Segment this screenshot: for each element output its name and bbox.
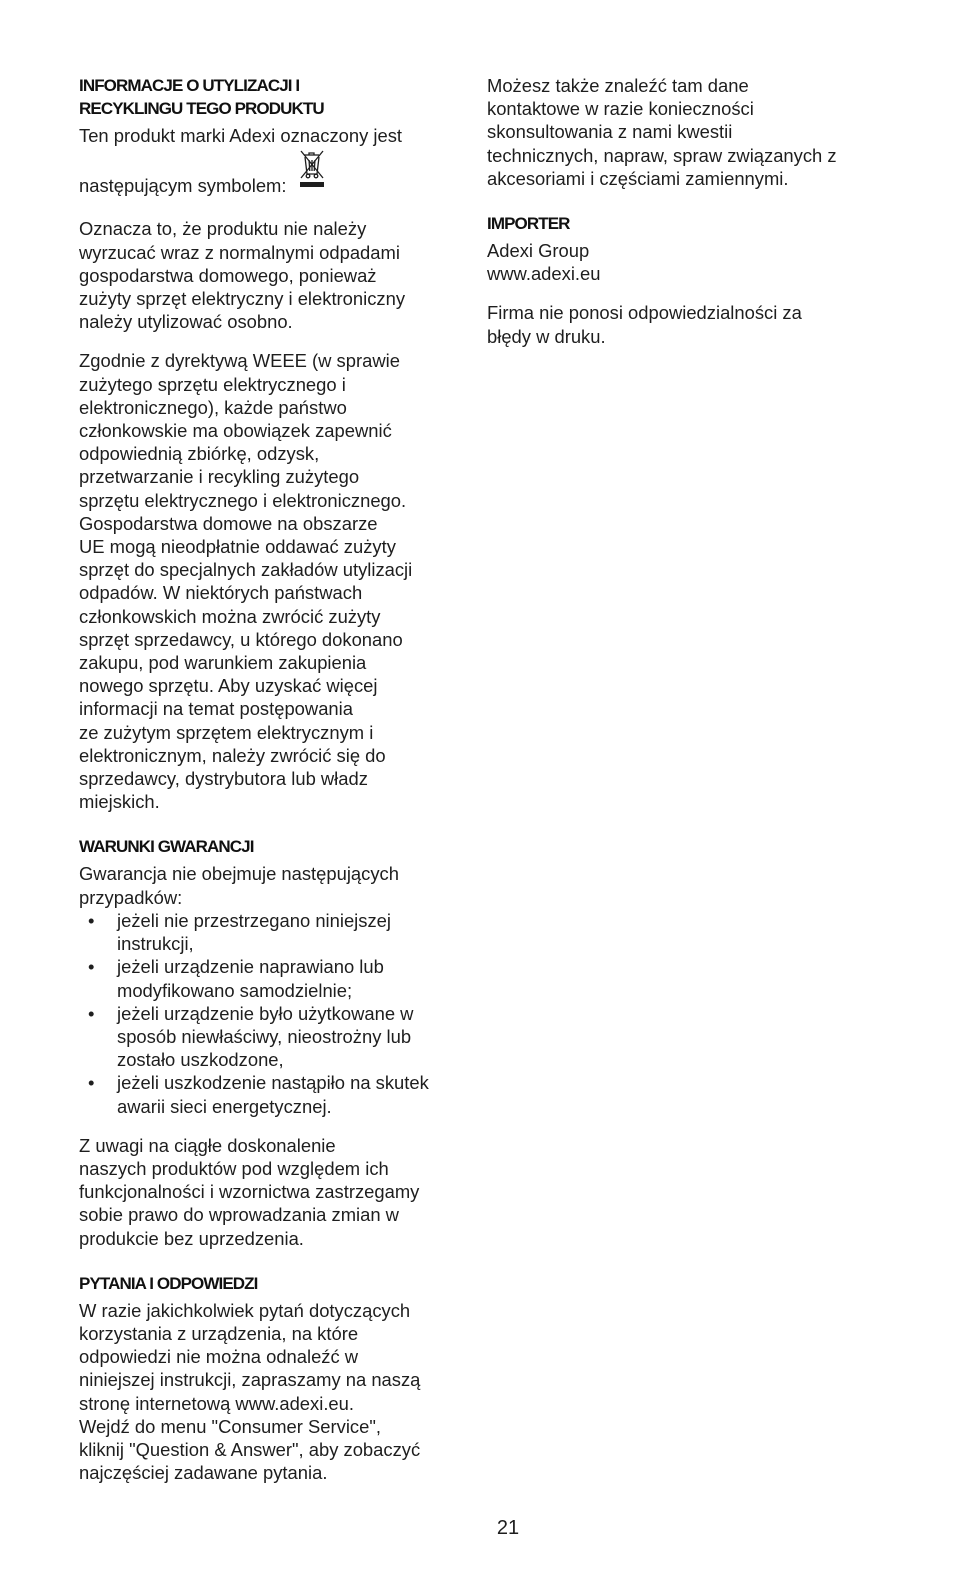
- list-item: [79, 955, 451, 1001]
- text-line: Wejdź do menu "Consumer Service",: [79, 1415, 381, 1437]
- text-line: produkcie bez uprzedzenia.: [79, 1227, 304, 1249]
- text-line: zostało uszkodzone,: [117, 1049, 284, 1071]
- symbol-row: [79, 149, 451, 197]
- text-line: Oznacza to, że produktu nie należy: [79, 218, 367, 240]
- list-item: [79, 1002, 451, 1072]
- bullet-icon: •: [88, 956, 95, 978]
- right-column: [487, 74, 867, 364]
- text-line: błędy w druku.: [487, 325, 606, 347]
- text-line: informacji na temat postępowania: [79, 698, 353, 720]
- text-line: akcesoriami i częściami zamiennymi.: [487, 167, 789, 189]
- text-line: naszych produktów pod względem ich: [79, 1157, 389, 1179]
- bullet-icon: •: [88, 909, 95, 931]
- page-number-container: [0, 1517, 954, 1540]
- text-line: Możesz także znaleźć tam dane: [487, 75, 749, 96]
- text-line: modyfikowano samodzielnie;: [117, 979, 353, 1001]
- text-line: przetwarzanie i recykling zużytego: [79, 466, 360, 488]
- text-line: zakupu, pod warunkiem zakupienia: [79, 652, 367, 674]
- text-line: sprzęt sprzedawcy, u którego dokonano: [79, 628, 403, 650]
- text-line: członkowskie ma obowiązek zapewnić: [79, 420, 392, 442]
- disposal-heading-line: RECYKLINGU TEGO PRODUKTU: [79, 99, 324, 118]
- text-line: elektronicznego), każde państwo: [79, 396, 347, 418]
- text-line: zużyty sprzęt elektryczny i elektroniczny: [79, 288, 406, 310]
- list-item: [79, 909, 451, 955]
- warranty-exclusions-list: [79, 909, 451, 1118]
- text-line: Firma nie ponosi odpowiedzialności za: [487, 302, 802, 324]
- list-item: [79, 1071, 451, 1117]
- text-line: należy utylizować osobno.: [79, 311, 293, 333]
- text-line: zużytego sprzętu elektrycznego i: [79, 373, 346, 395]
- warranty-intro: [79, 862, 451, 908]
- text-line: sprzętu elektrycznego i elektronicznego.: [79, 489, 407, 511]
- left-column: [79, 74, 451, 1500]
- text-line: instrukcji,: [117, 933, 194, 955]
- importer-details: [487, 239, 867, 285]
- text-line: niniejszej instrukcji, zapraszamy na naszą: [79, 1369, 421, 1391]
- importer-heading: IMPORTER: [487, 214, 570, 234]
- importer-website: www.adexi.eu: [487, 263, 601, 285]
- text-line: sobie prawo do wprowadzania zmian w: [79, 1204, 399, 1226]
- page-number: 21: [496, 1517, 520, 1539]
- text-line: odpadów. W niektórych państwach: [79, 582, 363, 604]
- text-line: jeżeli nie przestrzegano niniejszej: [117, 909, 391, 931]
- crossed-out-wheelie-bin-icon: [299, 149, 325, 194]
- disposal-heading: [79, 74, 451, 120]
- warranty-paragraph: [79, 1134, 451, 1250]
- text-line: skonsultowania z nami kwestii: [487, 121, 733, 143]
- text-line: sposób niewłaściwy, nieostrożny lub: [117, 1025, 412, 1047]
- text-line: miejskich.: [79, 791, 160, 813]
- text-line: ze zużytym sprzętem elektrycznym i: [79, 721, 374, 743]
- text-line: jeżeli urządzenie było użytkowane w: [117, 1002, 414, 1024]
- text-line: awarii sieci energetycznej.: [117, 1095, 332, 1117]
- text-line: UE mogą nieodpłatnie oddawać zużyty: [79, 536, 396, 558]
- text-line: Z uwagi na ciągłe doskonalenie: [79, 1134, 336, 1156]
- disposal-paragraph-1: [79, 217, 451, 333]
- disposal-paragraph-2: [79, 349, 451, 813]
- text-line: Zgodnie z dyrektywą WEEE (w sprawie: [79, 350, 400, 372]
- text-line: jeżeli urządzenie naprawiano lub: [117, 956, 384, 978]
- text-line: członkowskich można zwrócić zużyty: [79, 605, 381, 627]
- text-line: kontaktowe w razie konieczności: [487, 98, 754, 120]
- disposal-intro: [79, 124, 451, 197]
- bullet-icon: •: [88, 1002, 95, 1024]
- disposal-heading-line: INFORMACJE O UTYLIZACJI I: [79, 76, 300, 95]
- text-line: funkcjonalności i wzornictwa zastrzegamy: [79, 1181, 420, 1203]
- text-line: W razie jakichkolwiek pytań dotyczących: [79, 1299, 411, 1321]
- disposal-intro-line: Ten produkt marki Adexi oznaczony jest: [79, 125, 403, 146]
- faq-heading: PYTANIA I ODPOWIEDZI: [79, 1273, 258, 1293]
- text-line: gospodarstwa domowego, ponieważ: [79, 264, 377, 286]
- text-line: korzystania z urządzenia, na które: [79, 1322, 359, 1344]
- text-line: kliknij "Question & Answer", aby zobaczyć: [79, 1438, 421, 1460]
- importer-name: Adexi Group: [487, 240, 590, 262]
- text-line: odpowiednią zbiórkę, odzysk,: [79, 443, 320, 465]
- disposal-intro-line: następującym symbolem:: [79, 175, 287, 197]
- text-line: sprzedawcy, dystrybutora lub władz: [79, 768, 368, 790]
- faq-paragraph: [79, 1299, 451, 1485]
- text-line: odpowiedzi nie można odnaleźć w: [79, 1346, 359, 1368]
- warranty-heading: WARUNKI GWARANCJI: [79, 837, 254, 857]
- text-line: nowego sprzętu. Aby uzyskać więcej: [79, 675, 378, 697]
- text-line: stronę internetową www.adexi.eu.: [79, 1392, 354, 1414]
- text-line: najczęściej zadawane pytania.: [79, 1462, 328, 1484]
- text-line: przypadków:: [79, 886, 183, 908]
- contact-paragraph: [487, 74, 867, 190]
- text-line: wyrzucać wraz z normalnymi odpadami: [79, 241, 400, 263]
- text-line: jeżeli uszkodzenie nastąpiło na skutek: [117, 1072, 429, 1094]
- disclaimer-paragraph: [487, 301, 867, 347]
- text-line: technicznych, napraw, spraw związanych z: [487, 144, 837, 166]
- text-line: sprzęt do specjalnych zakładów utylizacji: [79, 559, 413, 581]
- text-line: Gwarancja nie obejmuje następujących: [79, 863, 399, 885]
- bullet-icon: •: [88, 1072, 95, 1094]
- text-line: Gospodarstwa domowe na obszarze: [79, 512, 378, 534]
- text-line: elektronicznym, należy zwrócić się do: [79, 744, 386, 766]
